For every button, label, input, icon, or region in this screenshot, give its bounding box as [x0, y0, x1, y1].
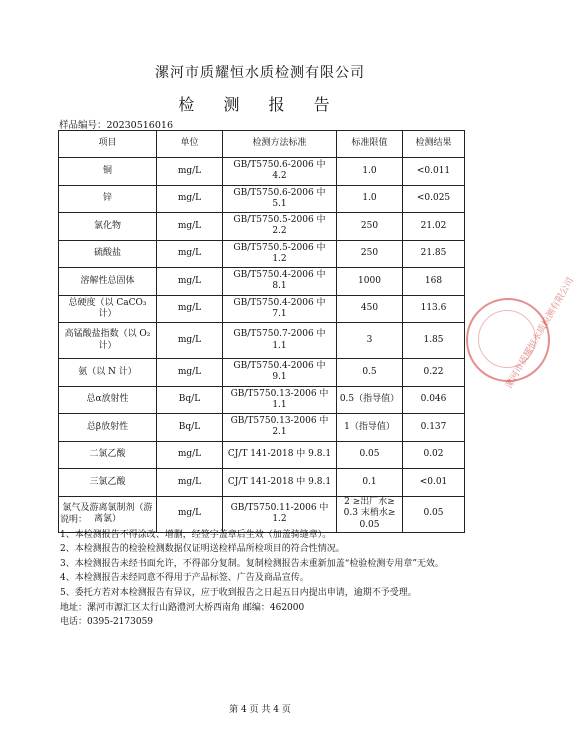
table-row — [59, 441, 465, 469]
row-method: GB/T5750.13-2006 中 1.1 — [223, 386, 337, 414]
notes-line: 5、委托方若对本检测报告有异议，应于收到报告之日起五日内提出申请，逾期不予受理。 — [60, 587, 417, 598]
header-result: 检测结果 — [403, 131, 465, 158]
row-limit: 1（指导值） — [337, 414, 403, 442]
row-limit: 3 — [337, 323, 403, 359]
row-result: 168 — [403, 268, 465, 296]
row-result: 21.02 — [403, 213, 465, 241]
row-method: GB/T5750.5-2006 中 1.2 — [223, 240, 337, 268]
row-method: CJ/T 141-2018 中 9.8.1 — [223, 469, 337, 497]
row-unit: mg/L — [157, 268, 223, 296]
sample-number: 样品编号：20230516016 — [59, 120, 173, 131]
row-unit: Bq/L — [157, 386, 223, 414]
notes-line: 1、本检测报告不得涂改、增删，经签字盖章后生效（加盖骑缝章）。 — [60, 529, 332, 540]
row-method: GB/T5750.5-2006 中 2.2 — [223, 213, 337, 241]
row-limit: 0.1 — [337, 469, 403, 497]
header-unit: 单位 — [157, 131, 223, 158]
row-unit: mg/L — [157, 240, 223, 268]
row-limit: 250 — [337, 213, 403, 241]
row-method: GB/T5750.6-2006 中 4.2 — [223, 158, 337, 186]
row-method: GB/T5750.4-2006 中 7.1 — [223, 295, 337, 323]
row-method: CJ/T 141-2018 中 9.8.1 — [223, 441, 337, 469]
table-row — [59, 240, 465, 268]
table-row — [59, 295, 465, 323]
row-result: <0.025 — [403, 185, 465, 213]
row-item: 三氯乙酸 — [59, 469, 157, 497]
row-item: 高锰酸盐指数（以 O₂ 计） — [59, 323, 157, 359]
table-row — [59, 323, 465, 359]
notes-line: 2、本检测报告的检验检测数据仅证明送检样品所检项目的符合性情况。 — [60, 544, 345, 555]
row-unit: mg/L — [157, 158, 223, 186]
row-method: GB/T5750.6-2006 中 5.1 — [223, 185, 337, 213]
header-limit: 标准限值 — [337, 131, 403, 158]
row-method: GB/T5750.4-2006 中 9.1 — [223, 359, 337, 387]
notes-line: 4、本检测报告未经同意不得用于产品标签、广告及商品宣传。 — [60, 573, 309, 584]
row-result: 113.6 — [403, 295, 465, 323]
company-name: 漯河市质耀恒水质检测有限公司 — [155, 65, 365, 81]
row-result: 21.85 — [403, 240, 465, 268]
table-row — [59, 158, 465, 186]
row-limit: 0.5（指导值） — [337, 386, 403, 414]
report-title: 检 测 报 告 — [178, 95, 342, 114]
row-method: GB/T5750.11-2006 中 1.2 — [223, 496, 337, 532]
row-item: 总β放射性 — [59, 414, 157, 442]
row-unit: mg/L — [157, 323, 223, 359]
row-limit: 2 ≥出厂水≥ 0.3 末梢水≥ 0.05 — [337, 496, 403, 532]
row-item: 氯气及游离氯制剂（游离氯） — [59, 496, 157, 532]
row-method: GB/T5750.7-2006 中 1.1 — [223, 323, 337, 359]
row-unit: mg/L — [157, 441, 223, 469]
row-result: 0.02 — [403, 441, 465, 469]
table-row — [59, 185, 465, 213]
row-item: 总硬度（以 CaCO₃ 计） — [59, 295, 157, 323]
row-unit: Bq/L — [157, 414, 223, 442]
address-line: 地址：漯河市源汇区太行山路澧河大桥西南角 邮编：462000 — [60, 602, 305, 613]
page-number: 第 4 页 共 4 页 — [229, 705, 291, 715]
row-limit: 0.5 — [337, 359, 403, 387]
row-item: 铜 — [59, 158, 157, 186]
row-item: 总α放射性 — [59, 386, 157, 414]
row-limit: 1.0 — [337, 185, 403, 213]
official-seal — [466, 276, 576, 391]
table-row — [59, 414, 465, 442]
row-limit: 250 — [337, 240, 403, 268]
header-method: 检测方法标准 — [223, 131, 337, 158]
seal-text: 漯河市质耀恒水质检测有限公司 — [504, 276, 576, 391]
table-row — [59, 213, 465, 241]
row-result: <0.01 — [403, 469, 465, 497]
row-unit: mg/L — [157, 185, 223, 213]
table-row — [59, 469, 465, 497]
phone-line: 电话：0395-2173059 — [60, 617, 154, 628]
row-limit: 1.0 — [337, 158, 403, 186]
row-unit: mg/L — [157, 295, 223, 323]
results-table — [58, 130, 465, 533]
table-row — [59, 386, 465, 414]
notes-section — [60, 513, 490, 630]
row-unit: mg/L — [157, 359, 223, 387]
row-item: 硫酸盐 — [59, 240, 157, 268]
header-item: 项目 — [59, 131, 157, 158]
row-result: 1.85 — [403, 323, 465, 359]
row-limit: 0.05 — [337, 441, 403, 469]
row-item: 二氯乙酸 — [59, 441, 157, 469]
row-item: 溶解性总固体 — [59, 268, 157, 296]
row-limit: 450 — [337, 295, 403, 323]
row-method: GB/T5750.4-2006 中 8.1 — [223, 268, 337, 296]
notes-line: 说明： — [60, 515, 88, 525]
row-unit: mg/L — [157, 213, 223, 241]
row-result: 0.05 — [403, 496, 465, 532]
row-result: <0.011 — [403, 158, 465, 186]
row-item: 锌 — [59, 185, 157, 213]
row-limit: 1000 — [337, 268, 403, 296]
table-header-row — [59, 131, 465, 158]
row-unit: mg/L — [157, 496, 223, 532]
table-row — [59, 359, 465, 387]
row-result: 0.137 — [403, 414, 465, 442]
row-item: 氨（以 N 计） — [59, 359, 157, 387]
row-result: 0.22 — [403, 359, 465, 387]
row-unit: mg/L — [157, 469, 223, 497]
row-item: 氯化物 — [59, 213, 157, 241]
row-method: GB/T5750.13-2006 中 2.1 — [223, 414, 337, 442]
notes-line: 3、本检测报告未经书面允许，不得部分复制。复制检测报告未重新加盖“检验检测专用章”无效。 — [60, 558, 444, 569]
row-result: 0.046 — [403, 386, 465, 414]
table-row — [59, 268, 465, 296]
